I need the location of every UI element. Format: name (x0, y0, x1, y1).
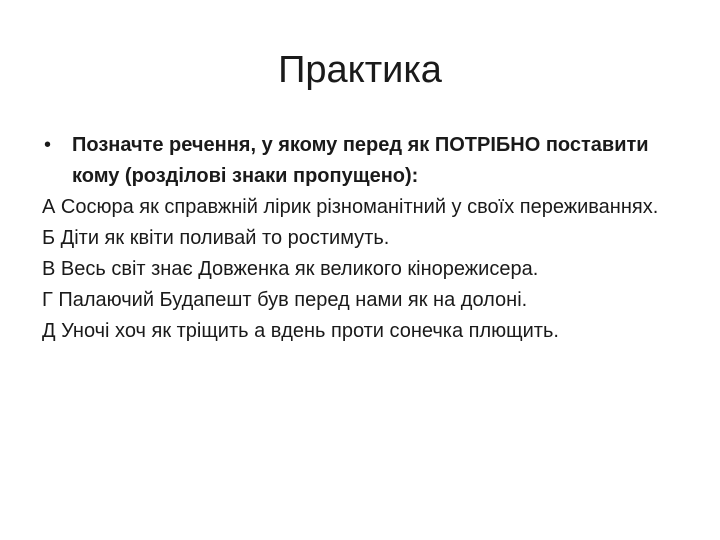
answer-option-b: Б Діти як квіти поливай то ростимуть. (42, 227, 390, 249)
slide-title: Практика (278, 49, 442, 91)
answer-option-c: В Весь світ знає Довженка як великого кінорежисера. (42, 258, 539, 280)
answer-option-a: А Сосюра як справжній лірик різноманітний у своїх переживаннях. (42, 196, 659, 218)
answer-option-e: Д Уночі хоч як тріщить а вдень проти сонечка плющить. (42, 320, 559, 342)
question-text: Позначте речення, у якому перед як ПОТРІБНО поставити кому (розділові знаки пропущено): (72, 134, 649, 187)
question-bullet (42, 130, 692, 192)
bullet-icon: • (44, 134, 52, 156)
answer-option-d: Г Палаючий Будапешт був перед нами як на долоні. (42, 289, 528, 311)
slide-content (42, 130, 692, 347)
